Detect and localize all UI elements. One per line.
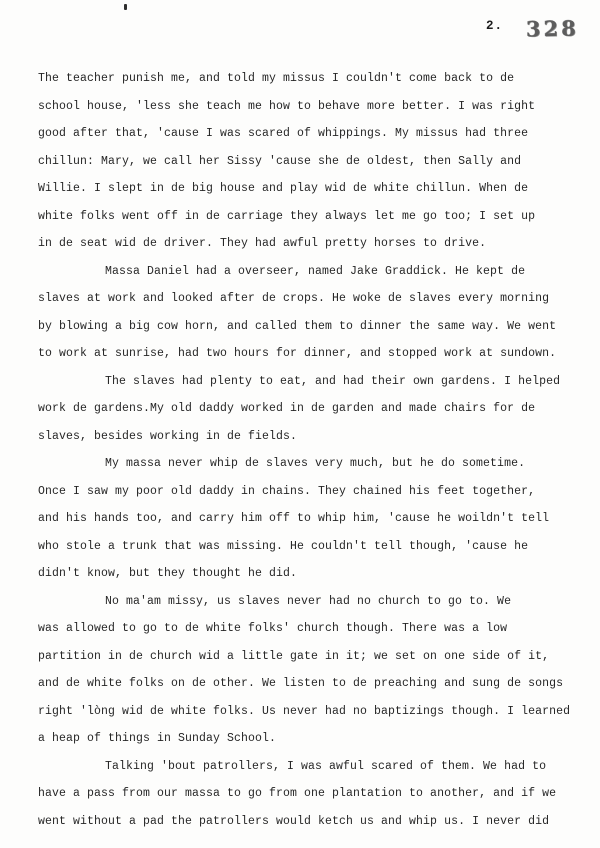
text-line: white folks went off in de carriage they always let me go too; I set up [38, 209, 536, 223]
text-line: Talking 'bout patrollers, I was awful scared of them. We had to [105, 759, 547, 773]
text-line: a heap of things in Sunday School. [38, 732, 277, 745]
text-line: Willie. I slept in de big house and play wid de white chillun. When de [38, 182, 529, 195]
document-body [38, 65, 583, 835]
text-line: and his hands too, and carry him off to whip him, 'cause he woildn't tell [38, 512, 550, 525]
stamp-number: 328 [525, 15, 580, 42]
text-line: went without a pad the patrollers would ketch us and whip us. I never did [38, 814, 550, 828]
text-line: slaves, besides working in de fields. [38, 429, 298, 443]
text-line: My massa never whip de slaves very much, but he do sometime. [105, 457, 526, 470]
text-line: The slaves had plenty to eat, and had their own gardens. I helped [105, 374, 561, 388]
text-line: who stole a trunk that was missing. He couldn't tell though, 'cause he [38, 539, 529, 553]
text-line: to work at sunrise, had two hours for dinner, and stopped work at sundown. [38, 347, 557, 360]
text-line: school house, 'less she teach me how to behave more better. I was right [38, 99, 536, 113]
text-line: in de seat wid de driver. They had awful pretty horses to drive. [38, 237, 487, 250]
text-line: was allowed to go to de white folks' church though. There was a low [38, 622, 508, 635]
text-line: The teacher punish me, and told my missus I couldn't come back to de [38, 72, 515, 85]
text-line: partition in de church wid a little gate in it; we set on one side of it, [38, 649, 550, 663]
text-line: slaves at work and looked after de crops. He woke de slaves every morning [38, 292, 550, 305]
text-line: good after that, 'cause I was scared of whippings. My missus had three [38, 127, 529, 140]
text-line: chillun: Mary, we call her Sissy 'cause she de oldest, then Sally and [38, 154, 522, 168]
text-line: work de gardens.My old daddy worked in de garden and made chairs for de [38, 402, 536, 415]
text-line: Massa Daniel had a overseer, named Jake Graddick. He kept de [105, 264, 526, 278]
text-line: by blowing a big cow horn, and called them to dinner the same way. We went [38, 319, 557, 333]
ink-speck [124, 4, 127, 10]
text-line: No ma'am missy, us slaves never had no church to go to. We [105, 594, 512, 608]
text-line: right 'lòng wid de white folks. Us never had no baptizings though. I learned [38, 704, 571, 718]
text-line: didn't know, but they thought he did. [38, 567, 298, 580]
text-line: have a pass from our massa to go from one plantation to another, and if we [38, 787, 557, 800]
text-line: and de white folks on de other. We listen to de preaching and sung de songs [38, 677, 564, 690]
page-number: 2. [486, 19, 504, 33]
text-line: Once I saw my poor old daddy in chains. They chained his feet together, [38, 484, 536, 498]
